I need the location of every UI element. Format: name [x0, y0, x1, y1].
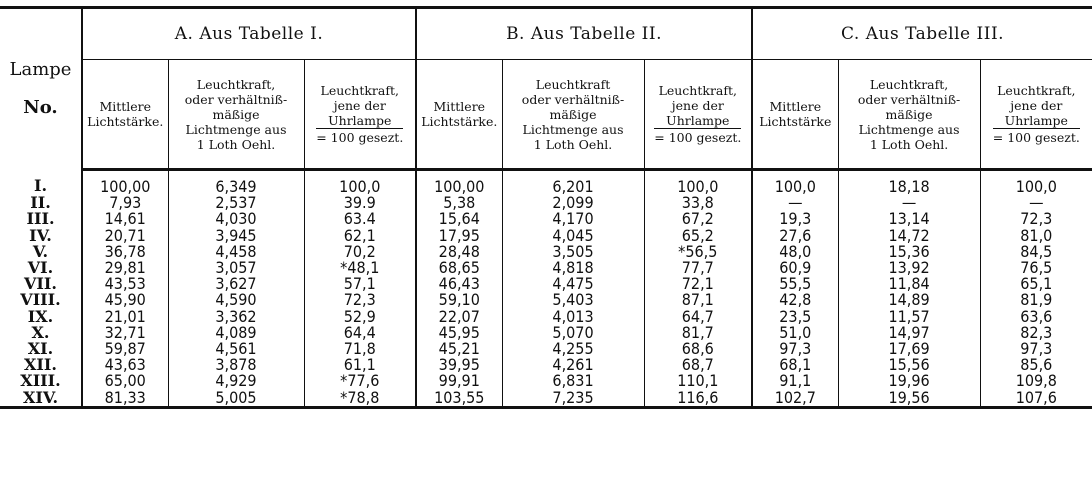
table-row — [0, 373, 1092, 389]
b-mittlere-cell: 22,07 — [416, 309, 502, 325]
a-c3-l2: jene der — [333, 98, 386, 113]
b-mittlere-header — [416, 60, 502, 170]
a-mittlere-cell: 29,81 — [82, 260, 168, 276]
b-uhrlampe-cell: 77,7 — [644, 260, 752, 276]
c-leuchtkraft-cell: 14,89 — [838, 292, 980, 308]
a-mittlere-cell: 65,00 — [82, 373, 168, 389]
c-c1-l2: Lichtstärke — [759, 114, 832, 129]
c-leuchtkraft-cell: 15,36 — [838, 244, 980, 260]
c-leuchtkraft-cell: 19,96 — [838, 373, 980, 389]
c-c3-l3: Uhrlampe — [1004, 113, 1068, 128]
c-mittlere-cell: 55,5 — [752, 276, 838, 292]
lamp-no-cell: XIV. — [0, 390, 82, 408]
c-leuchtkraft-cell: 18,18 — [838, 170, 980, 196]
b-leuchtkraft-cell: 4,045 — [502, 228, 644, 244]
c-mittlere-cell: 68,1 — [752, 357, 838, 373]
a-uhrlampe-cell: 63.4 — [304, 211, 416, 227]
c-uhrlampe-cell: 65,1 — [980, 276, 1092, 292]
b-leuchtkraft-cell: 7,235 — [502, 390, 644, 408]
a-uhrlampe-cell: *77,6 — [304, 373, 416, 389]
b-mittlere-cell: 45,21 — [416, 341, 502, 357]
a-uhrlampe-cell: 71,8 — [304, 341, 416, 357]
c-mittlere-cell: 19,3 — [752, 211, 838, 227]
group-a-header: A. Aus Tabelle I. — [82, 8, 416, 60]
table-row — [0, 357, 1092, 373]
b-leuchtkraft-cell: 4,818 — [502, 260, 644, 276]
c-uhrlampe-cell: 107,6 — [980, 390, 1092, 408]
table-row — [0, 244, 1092, 260]
b-c2-l2: oder verhältniß- — [521, 91, 625, 107]
b-mittlere-cell: 46,43 — [416, 276, 502, 292]
c-uhrlampe-cell: 72,3 — [980, 211, 1092, 227]
lamp-no-cell: III. — [26, 211, 55, 228]
a-leuchtkraft-cell: 5,005 — [168, 390, 304, 408]
table-row — [0, 170, 1092, 196]
lamp-no-cell: VI. — [27, 260, 54, 277]
b-c3-l1: Leuchtkraft, — [658, 83, 738, 98]
a-mittlere-cell: 36,78 — [82, 244, 168, 260]
a-leuchtkraft-cell: 3,945 — [168, 228, 304, 244]
a-leuchtkraft-cell: 2,537 — [168, 195, 304, 211]
c-c2-l1: Leuchtkraft, — [869, 76, 949, 92]
lampe-column-header — [0, 8, 82, 170]
c-uhrlampe-cell: 76,5 — [980, 260, 1092, 276]
c-leuchtkraft-cell: 11,84 — [838, 276, 980, 292]
a-leuchtkraft-cell: 4,030 — [168, 211, 304, 227]
a-uhrlampe-cell: 57,1 — [304, 276, 416, 292]
c-leuchtkraft-cell: — — [838, 195, 980, 211]
c-uhrlampe-cell: 109,8 — [980, 373, 1092, 389]
c-leuchtkraft-cell: 14,97 — [838, 325, 980, 341]
a-leuchtkraft-cell: 3,878 — [168, 357, 304, 373]
a-c1-l1: Mittlere — [99, 99, 152, 114]
b-leuchtkraft-cell: 6,831 — [502, 373, 644, 389]
c-mittlere-cell: 100,0 — [752, 170, 838, 196]
lamp-no-cell: IX. — [27, 308, 54, 325]
table-row — [0, 276, 1092, 292]
c-leuchtkraft-cell: 19,56 — [838, 390, 980, 408]
c-leuchtkraft-cell: 13,92 — [838, 260, 980, 276]
lamp-no-cell: VII. — [24, 276, 57, 293]
a-mittlere-cell: 32,71 — [82, 325, 168, 341]
table-row — [0, 390, 1092, 408]
a-leuchtkraft-cell: 4,458 — [168, 244, 304, 260]
b-mittlere-cell: 99,91 — [416, 373, 502, 389]
b-c2-l1: Leuchtkraft — [535, 76, 611, 92]
b-leuchtkraft-cell: 4,170 — [502, 211, 644, 227]
lamp-no-cell: XIII. — [20, 373, 61, 390]
lamp-no-cell: X. — [31, 324, 50, 342]
b-uhrlampe-cell: 87,1 — [644, 292, 752, 308]
a-c2-l1: Leuchtkraft, — [196, 76, 276, 92]
c-leuchtkraft-cell: 15,56 — [838, 357, 980, 373]
a-c2-l4: Lichtmenge aus — [185, 121, 287, 137]
c-c2-l5: 1 Loth Oehl. — [869, 136, 949, 152]
b-leuchtkraft-cell: 4,475 — [502, 276, 644, 292]
table-row — [0, 211, 1092, 227]
a-leuchtkraft-cell: 3,362 — [168, 309, 304, 325]
a-mittlere-cell: 7,93 — [82, 195, 168, 211]
table-row — [0, 325, 1092, 341]
a-uhrlampe-cell: 61,1 — [304, 357, 416, 373]
a-uhrlampe-cell: 70,2 — [304, 244, 416, 260]
b-uhrlampe-cell: *56,5 — [644, 244, 752, 260]
lampe-label: Lampe — [9, 59, 72, 81]
a-mittlere-cell: 100,00 — [82, 170, 168, 196]
b-leuchtkraft-cell: 5,403 — [502, 292, 644, 308]
lamp-no-cell: IV. — [29, 227, 52, 244]
a-mittlere-cell: 21,01 — [82, 309, 168, 325]
b-uhrlampe-cell: 65,2 — [644, 228, 752, 244]
c-uhrlampe-cell: 63,6 — [980, 309, 1092, 325]
c-c1-l1: Mittlere — [769, 99, 822, 114]
b-c2-l5: 1 Loth Oehl. — [533, 136, 613, 152]
b-mittlere-cell: 68,65 — [416, 260, 502, 276]
b-uhrlampe-cell: 110,1 — [644, 373, 752, 389]
c-mittlere-cell: 27,6 — [752, 228, 838, 244]
a-uhrlampe-cell: *48,1 — [304, 260, 416, 276]
lamp-no-cell: VIII. — [20, 292, 61, 309]
a-mittlere-cell: 43,53 — [82, 276, 168, 292]
b-uhrlampe-cell: 81,7 — [644, 325, 752, 341]
group-c-header: C. Aus Tabelle III. — [752, 8, 1092, 60]
b-leuchtkraft-cell: 5,070 — [502, 325, 644, 341]
c-mittlere-cell: — — [752, 195, 838, 211]
b-leuchtkraft-cell: 4,013 — [502, 309, 644, 325]
c-mittlere-cell: 42,8 — [752, 292, 838, 308]
a-uhrlampe-cell: 62,1 — [304, 228, 416, 244]
a-mittlere-cell: 43,63 — [82, 357, 168, 373]
c-mittlere-cell: 97,3 — [752, 341, 838, 357]
a-leuchtkraft-cell: 4,590 — [168, 292, 304, 308]
b-leuchtkraft-cell: 4,261 — [502, 357, 644, 373]
a-leuchtkraft-cell: 4,929 — [168, 373, 304, 389]
c-uhrlampe-cell: 82,3 — [980, 325, 1092, 341]
table-row — [0, 260, 1092, 276]
table-row — [0, 341, 1092, 357]
c-uhrlampe-cell: 84,5 — [980, 244, 1092, 260]
c-mittlere-cell: 102,7 — [752, 390, 838, 408]
c-c3-l1: Leuchtkraft, — [997, 83, 1076, 98]
b-uhrlampe-cell: 72,1 — [644, 276, 752, 292]
a-uhrlampe-cell: 72,3 — [304, 292, 416, 308]
table-row — [0, 309, 1092, 325]
b-mittlere-cell: 17,95 — [416, 228, 502, 244]
a-c2-l5: 1 Loth Oehl. — [196, 136, 276, 152]
b-mittlere-cell: 15,64 — [416, 211, 502, 227]
a-mittlere-cell: 45,90 — [82, 292, 168, 308]
table-row — [0, 195, 1092, 211]
b-c3-l3: Uhrlampe — [666, 113, 730, 128]
c-mittlere-cell: 60,9 — [752, 260, 838, 276]
lamp-no-cell: XII. — [24, 357, 57, 374]
c-c3-l2: jene der — [1010, 98, 1063, 113]
a-c2-l3: mäßige — [212, 106, 260, 122]
b-c1-l2: Lichtstärke. — [421, 114, 498, 129]
c-leuchtkraft-cell: 13,14 — [838, 211, 980, 227]
a-c3-l4: = 100 gesezt. — [316, 130, 404, 145]
c-mittlere-cell: 51,0 — [752, 325, 838, 341]
c-uhrlampe-cell: 81,9 — [980, 292, 1092, 308]
a-c3-l1: Leuchtkraft, — [320, 83, 399, 98]
a-c2-l2: oder verhältniß- — [184, 91, 288, 107]
a-uhrlampe-cell: 64,4 — [304, 325, 416, 341]
a-leuchtkraft-cell: 3,627 — [168, 276, 304, 292]
a-uhrlampe-cell: 52,9 — [304, 309, 416, 325]
c-c3-l4: = 100 gesezt. — [992, 130, 1080, 145]
a-leuchtkraft-header — [168, 60, 304, 170]
c-leuchtkraft-header — [838, 60, 980, 170]
b-leuchtkraft-header — [502, 60, 644, 170]
b-leuchtkraft-cell: 3,505 — [502, 244, 644, 260]
b-leuchtkraft-cell: 2,099 — [502, 195, 644, 211]
lamp-no-cell: XI. — [27, 341, 54, 358]
a-leuchtkraft-cell: 3,057 — [168, 260, 304, 276]
b-uhrlampe-cell: 68,7 — [644, 357, 752, 373]
table-row — [0, 292, 1092, 308]
c-leuchtkraft-cell: 17,69 — [838, 341, 980, 357]
a-uhrlampe-cell: *78,8 — [304, 390, 416, 408]
c-leuchtkraft-cell: 14,72 — [838, 228, 980, 244]
c-mittlere-cell: 48,0 — [752, 244, 838, 260]
c-uhrlampe-header — [980, 60, 1092, 170]
a-leuchtkraft-cell: 4,089 — [168, 325, 304, 341]
b-uhrlampe-cell: 64,7 — [644, 309, 752, 325]
a-uhrlampe-cell: 39.9 — [304, 195, 416, 211]
group-b-header: B. Aus Tabelle II. — [416, 8, 752, 60]
b-c1-l1: Mittlere — [433, 99, 486, 114]
b-leuchtkraft-cell: 4,255 — [502, 341, 644, 357]
b-uhrlampe-header — [644, 60, 752, 170]
b-c2-l4: Lichtmenge aus — [522, 121, 624, 137]
b-uhrlampe-cell: 67,2 — [644, 211, 752, 227]
b-uhrlampe-cell: 100,0 — [644, 170, 752, 196]
b-mittlere-cell: 103,55 — [416, 390, 502, 408]
c-uhrlampe-cell: 85,6 — [980, 357, 1092, 373]
lamp-comparison-table — [0, 6, 1092, 409]
a-mittlere-cell: 20,71 — [82, 228, 168, 244]
b-mittlere-cell: 45,95 — [416, 325, 502, 341]
c-c2-l3: mäßige — [885, 106, 933, 122]
c-c2-l2: oder verhältniß- — [857, 91, 961, 107]
lamp-no-cell: II. — [30, 195, 51, 212]
b-mittlere-cell: 59,10 — [416, 292, 502, 308]
lamp-no-cell: I. — [33, 176, 48, 196]
b-mittlere-cell: 100,00 — [416, 170, 502, 196]
b-mittlere-cell: 28,48 — [416, 244, 502, 260]
c-mittlere-header — [752, 60, 838, 170]
b-leuchtkraft-cell: 6,201 — [502, 170, 644, 196]
table-body — [0, 170, 1092, 408]
a-mittlere-header — [82, 60, 168, 170]
table-row — [0, 228, 1092, 244]
b-uhrlampe-cell: 33,8 — [644, 195, 752, 211]
b-uhrlampe-cell: 68,6 — [644, 341, 752, 357]
lampe-no-label: No. — [23, 97, 58, 119]
a-mittlere-cell: 14,61 — [82, 211, 168, 227]
c-leuchtkraft-cell: 11,57 — [838, 309, 980, 325]
c-uhrlampe-cell: 100,0 — [980, 170, 1092, 196]
c-uhrlampe-cell: — — [980, 195, 1092, 211]
b-c3-l4: = 100 gesezt. — [654, 130, 742, 145]
b-mittlere-cell: 5,38 — [416, 195, 502, 211]
c-mittlere-cell: 91,1 — [752, 373, 838, 389]
a-mittlere-cell: 81,33 — [82, 390, 168, 408]
a-uhrlampe-header — [304, 60, 416, 170]
a-c3-l3: Uhrlampe — [328, 113, 392, 128]
a-leuchtkraft-cell: 6,349 — [168, 170, 304, 196]
lamp-no-cell: V. — [32, 243, 49, 261]
c-uhrlampe-cell: 81,0 — [980, 228, 1092, 244]
b-c3-l2: jene der — [671, 98, 724, 113]
a-mittlere-cell: 59,87 — [82, 341, 168, 357]
b-mittlere-cell: 39,95 — [416, 357, 502, 373]
b-c2-l3: mäßige — [549, 106, 597, 122]
a-uhrlampe-cell: 100,0 — [304, 170, 416, 196]
c-uhrlampe-cell: 97,3 — [980, 341, 1092, 357]
a-c1-l2: Lichtstärke. — [87, 114, 164, 129]
a-leuchtkraft-cell: 4,561 — [168, 341, 304, 357]
c-c2-l4: Lichtmenge aus — [858, 121, 960, 137]
c-mittlere-cell: 23,5 — [752, 309, 838, 325]
b-uhrlampe-cell: 116,6 — [644, 390, 752, 408]
